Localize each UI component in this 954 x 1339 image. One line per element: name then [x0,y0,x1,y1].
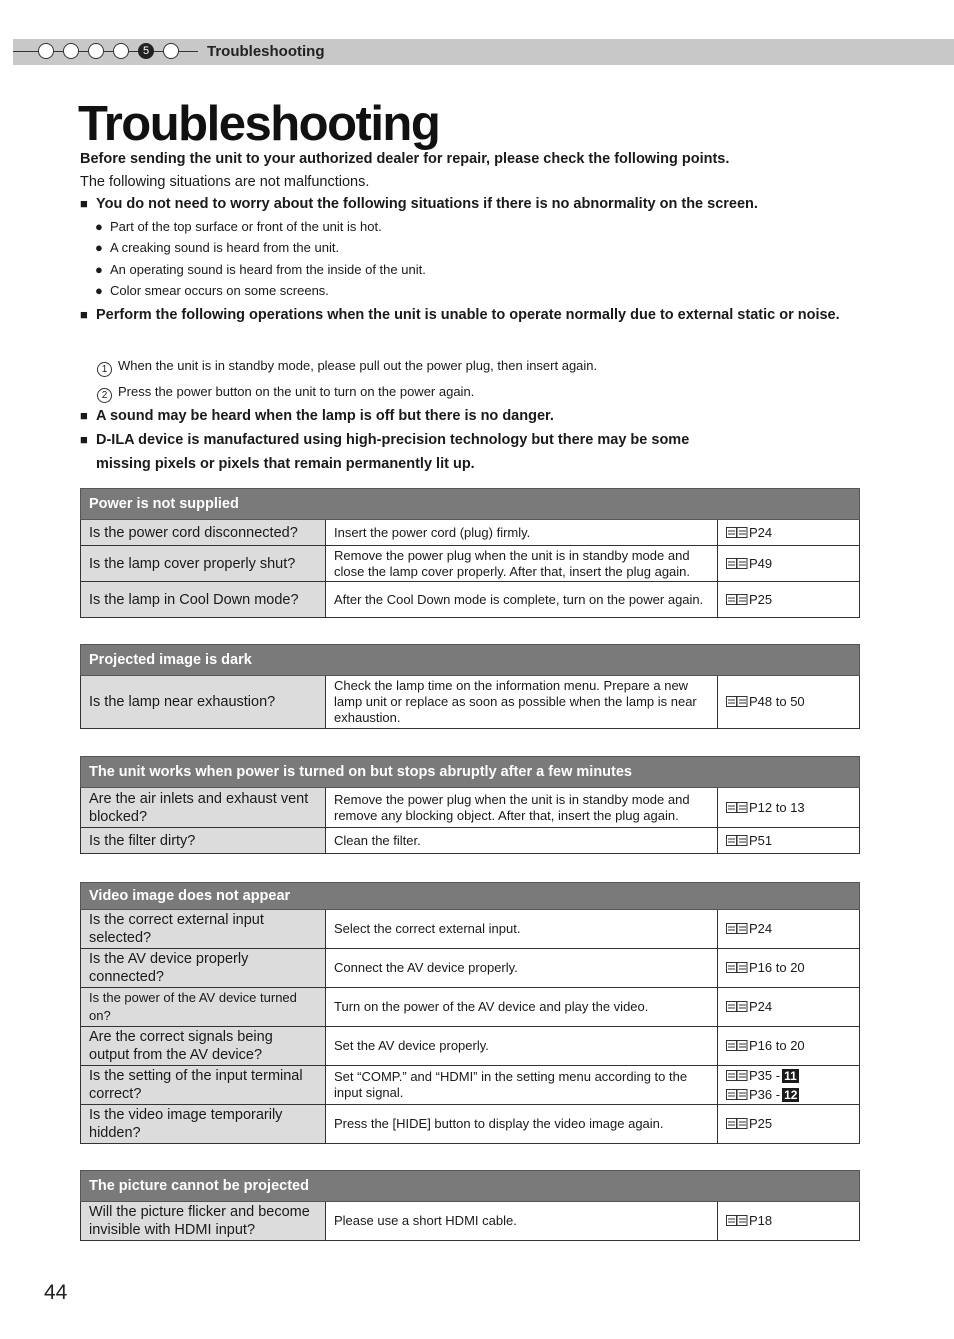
list-item-text: Color smear occurs on some screens. [110,283,329,298]
book-icon [726,1001,748,1012]
question-cell: Is the AV device properly connected? [81,949,326,988]
answer-cell: Set “COMP.” and “HDMI” in the setting menu according to the input signal. [326,1066,718,1105]
answer-cell: After the Cool Down mode is complete, turn on the power again. [326,582,718,618]
point-text: missing pixels or pixels that remain permanently lit up. [96,456,475,472]
book-icon [726,1070,748,1081]
answer-cell: Remove the power plug when the unit is in standby mode and remove any blocking object. After that, insert the plug again. [326,788,718,828]
question-cell: Will the picture flicker and become invisible with HDMI input? [81,1202,326,1241]
square-bullet-icon: ■ [80,196,88,211]
table-power-not-supplied [80,488,860,618]
point-lamp-sound [80,404,876,428]
chapter-circle-4 [113,43,129,59]
step-item [97,384,474,403]
book-icon [726,696,748,707]
list-item [95,262,426,277]
point-no-worry [80,192,876,216]
chapter-circle-5-active: 5 [138,43,154,59]
page-ref-link[interactable]: P12 to 13 [749,799,805,815]
table-row [81,546,860,582]
table-row [81,1066,860,1105]
table-title: Power is not supplied [81,489,860,520]
list-item-text: An operating sound is heard from the inside of the unit. [110,262,426,277]
intro-bold-text: Before sending the unit to your authorized dealer for repair, please check the following points. [80,151,730,167]
page-number: 44 [44,1281,68,1304]
page-ref-cell [718,1105,860,1144]
question-cell: Is the filter dirty? [81,828,326,854]
page-ref-cell [718,582,860,618]
question-cell: Are the air inlets and exhaust vent blocked? [81,788,326,828]
page-ref-link[interactable]: P18 [749,1213,773,1228]
table-row [81,828,860,854]
step-text: When the unit is in standby mode, please pull out the power plug, then insert again. [118,358,598,373]
square-bullet-icon: ■ [80,432,88,447]
answer-cell: Set the AV device properly. [326,1027,718,1066]
page-ref-cell [718,1027,860,1066]
item-number-badge: 12 [784,1087,798,1102]
point-static-noise [80,303,876,327]
page-ref-link[interactable]: P16 to 20 [749,960,805,975]
question-cell: Is the lamp cover properly shut? [81,546,326,582]
book-icon [726,1089,748,1100]
page-ref-link[interactable]: P24 [749,921,773,936]
list-item [95,219,382,234]
book-icon [726,835,748,846]
point-text: You do not need to worry about the following situations if there is no abnormality on the screen. [96,196,758,212]
table-title: Video image does not appear [81,883,860,910]
question-cell: Are the correct signals being output from the AV device? [81,1027,326,1066]
chapter-circle-6 [163,43,179,59]
table-unit-stops-abruptly [80,756,860,854]
list-item [95,240,339,255]
page-ref-cell [718,949,860,988]
book-icon [726,923,748,934]
page-ref-cell [718,1066,860,1105]
point-text: Perform the following operations when the unit is unable to operate normally due to external static or noise. [96,307,840,323]
square-bullet-icon: ■ [80,408,88,423]
list-item [95,283,329,298]
question-cell: Is the power cord disconnected? [81,520,326,546]
page-ref-link[interactable]: P16 to 20 [749,1038,805,1053]
dot-bullet-icon: ● [95,283,103,298]
table-row [81,988,860,1027]
answer-cell: Remove the power plug when the unit is in standby mode and close the lamp cover properly. After that, insert the plug again. [326,546,718,582]
page-ref-cell [718,1202,860,1241]
table-video-not-appear [80,882,860,1144]
question-cell: Is the lamp near exhaustion? [81,676,326,729]
chapter-circle-2 [63,43,79,59]
answer-cell: Clean the filter. [326,828,718,854]
answer-cell: Press the [HIDE] button to display the video image again. [326,1105,718,1144]
page-ref-link[interactable]: P24 [749,999,773,1014]
table-row [81,582,860,618]
page-title: Troubleshooting [78,97,440,151]
book-icon [726,962,748,973]
table-title: The picture cannot be projected [81,1171,860,1202]
step-number-icon: 2 [97,388,112,403]
table-row [81,949,860,988]
list-item-text: A creaking sound is heard from the unit. [110,240,340,255]
answer-cell: Please use a short HDMI cable. [326,1202,718,1241]
question-cell: Is the lamp in Cool Down mode? [81,582,326,618]
page-ref-link[interactable]: P51 [749,832,773,848]
step-text: Press the power button on the unit to turn on the power again. [118,384,475,399]
page-ref-cell [718,988,860,1027]
step-item [97,358,597,377]
table-row [81,788,860,828]
point-text: A sound may be heard when the lamp is off but there is no danger. [96,408,554,424]
chapter-circle-1 [38,43,54,59]
question-cell: Is the setting of the input terminal correct? [81,1066,326,1105]
table-row [81,1202,860,1241]
dot-bullet-icon: ● [95,262,103,277]
book-icon [726,1040,748,1051]
book-icon [726,558,748,569]
table-row [81,1105,860,1144]
table-title: Projected image is dark [81,645,860,676]
question-cell: Is the correct external input selected? [81,910,326,949]
intro-text: The following situations are not malfunctions. [80,174,370,190]
answer-cell: Turn on the power of the AV device and play the video. [326,988,718,1027]
page-ref-link[interactable]: P35 - [749,1067,781,1083]
table-row [81,676,860,729]
list-item-text: Part of the top surface or front of the unit is hot. [110,219,382,234]
page-ref-link[interactable]: P25 [749,591,773,607]
chapter-indicator [38,43,179,61]
book-icon [726,527,748,538]
page-ref-cell [718,828,860,854]
page-ref-link[interactable]: P24 [749,524,773,540]
square-bullet-icon: ■ [80,307,88,322]
chapter-circle-3 [88,43,104,59]
book-icon [726,594,748,605]
page-ref-link[interactable]: P49 [749,555,773,571]
point-dila-pixels [80,428,876,476]
header-section-title: Troubleshooting [207,43,325,60]
table-row [81,1027,860,1066]
page-ref-link[interactable]: P48 to 50 [749,694,805,709]
item-number-badge: 11 [784,1068,797,1083]
table-row [81,520,860,546]
page-ref-cell [718,910,860,949]
page-ref-cell [718,546,860,582]
page-ref-cell [718,788,860,828]
step-number-icon: 1 [97,362,112,377]
page-ref-cell [718,520,860,546]
table-title: The unit works when power is turned on but stops abruptly after a few minutes [81,757,860,788]
answer-cell: Select the correct external input. [326,910,718,949]
answer-cell: Check the lamp time on the information menu. Prepare a new lamp unit or replace as soon as possible when the lamp is near exhaustion. [326,676,718,729]
page-ref-link[interactable]: P36 - [749,1086,781,1102]
dot-bullet-icon: ● [95,240,103,255]
question-cell: Is the power of the AV device turned on? [81,988,326,1027]
dot-bullet-icon: ● [95,219,103,234]
answer-cell: Connect the AV device properly. [326,949,718,988]
page-ref-link[interactable]: P25 [749,1116,773,1131]
book-icon [726,1118,748,1129]
table-projected-image-dark [80,644,860,729]
answer-cell: Insert the power cord (plug) firmly. [326,520,718,546]
point-text: D-ILA device is manufactured using high-precision technology but there may be some [96,432,690,448]
book-icon [726,1215,748,1226]
page-ref-cell [718,676,860,729]
book-icon [726,802,748,813]
question-cell: Is the video image temporarily hidden? [81,1105,326,1144]
table-row [81,910,860,949]
table-picture-cannot-project [80,1170,860,1241]
